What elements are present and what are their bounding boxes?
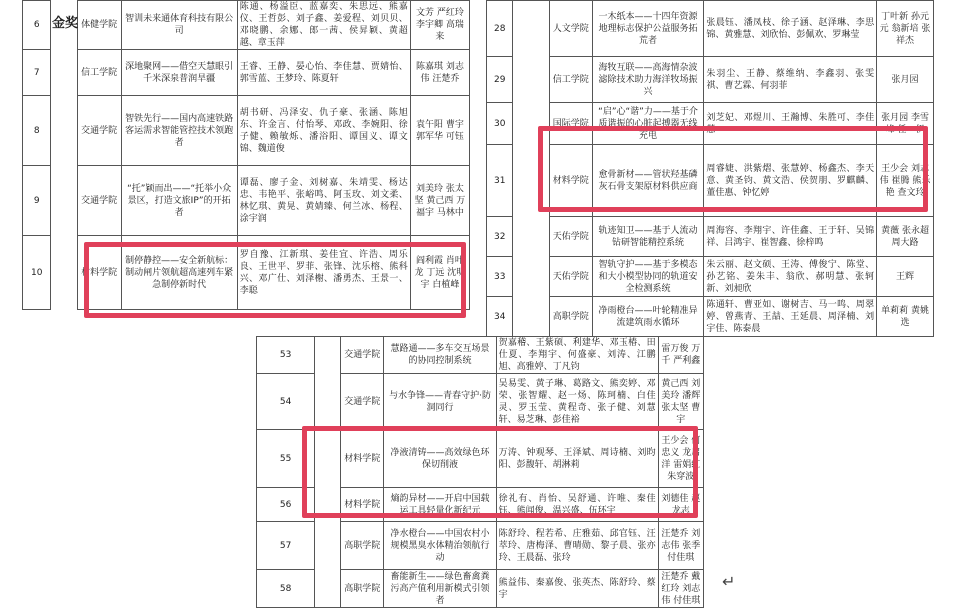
row-number: 29 (487, 57, 513, 103)
project-cell: 海牧互联——高海情杂波滤除技术助力海洋牧场振兴 (592, 57, 704, 103)
row-number: 58 (257, 570, 315, 608)
college-cell: 天佑学院 (549, 257, 592, 297)
college-cell: 高职学院 (549, 297, 592, 337)
project-cell: 畜能新生——绿色畜禽粪污高产值利用新模式引领者 (384, 570, 496, 608)
row-number: 55 (257, 430, 315, 488)
team-cell: 万涛、钟观琴、王泽斌、周诗楠、刘昀阳、彭馥轩、胡淋莉 (496, 430, 658, 488)
table-row (487, 57, 934, 103)
college-cell: 交通学院 (341, 374, 384, 430)
college-cell: 高职学院 (341, 522, 384, 570)
college-cell: 交通学院 (77, 96, 121, 166)
table-panel-right (486, 0, 934, 334)
project-cell: 智铁先行——国内高速铁路客运需求智能管控技术领跑者 (121, 96, 237, 166)
table-panel-left (22, 0, 470, 318)
row-number: 8 (23, 96, 51, 166)
team-cell: 刘芝妃、邓煜川、王瀚博、朱胜可、李佳慧 (704, 103, 877, 145)
team-cell: 周睿婕、洪紫熠、张慧婷、杨鑫杰、李天意、黄圣钧、黄文浩、侯贺朋、罗麒麟、董佳惠、钟忆婷 (704, 145, 877, 217)
project-cell: 轨迹知卫——基于人流动钻研智能精控系统 (592, 217, 704, 257)
project-cell: 智轨守护——基于多模态和大小模型协同的轨道安全检测系统 (592, 257, 704, 297)
team-cell: 朱羽尘、王静、蔡维纳、李鑫羽、张雯祺、曹艺霖、何羽菲 (704, 57, 877, 103)
leader-cell: 刘美玲 张太坚 黄己西 万福宇 马林中 (410, 166, 469, 236)
team-cell: 熊益伟、秦嘉俊、张英杰、陈舒玲、蔡宇 (496, 570, 658, 608)
table-row (23, 1, 470, 50)
leader-cell: 阎利霞 肖叶龙 丁远 沈明宇 白植峰 (410, 236, 469, 310)
row-number: 31 (487, 145, 513, 217)
project-cell: 愈骨新材——管状羟基磷灰石骨支架原材料供应商 (592, 145, 704, 217)
row-number: 53 (257, 337, 315, 374)
table-row (487, 297, 934, 337)
return-mark: ↵ (722, 572, 736, 591)
project-cell: 熵韵异材——开启中国载运工具轻量化新纪元 (384, 488, 496, 522)
table-row (23, 166, 470, 236)
project-cell: “启”心“谐”力——基于介质谐振的心脏起搏器无线充电 (592, 103, 704, 145)
project-cell: 智训未来通体育科技有限公司 (121, 1, 237, 50)
highlight-box-rows-55-56 (302, 426, 698, 518)
project-cell: 与水争锋——青春守护·防洞同行 (384, 374, 496, 430)
project-cell: 净水橙台——中国农村小规模黑臭水体精治领航行动 (384, 522, 496, 570)
team-cell: 吴易雯、黄子琳、葛路文、熊奕婷、邓荣、张智耀、赵一炀、陈珂楠、白佳灵、罗玉莹、黄程奇、张子健、刘慧轩、易芝琳、彭佳裕 (496, 374, 658, 430)
leader-cell: 张月园 李雪峰 任一伊 (877, 103, 934, 145)
project-cell: 慧路通——多车交互场景的协同控制系统 (384, 337, 496, 374)
college-cell: 材料学院 (77, 236, 121, 310)
team-cell: 胡书研、冯泽安、仇子豪、张涵、陈旭东、许金言、付怡琴、邓政、李婉阳、徐子健、赖敏烁、潘浴阳、谭国义、谭文锦、魏道俊 (237, 96, 410, 166)
table-row (487, 257, 934, 297)
college-cell: 材料学院 (549, 145, 592, 217)
award-label: 金奖 (52, 16, 79, 31)
team-cell: 陈通轩、曹亚如、谢树吉、马一鸣、周翠婷、曾燕青、王喆、王延晨、周泽楠、刘宇佳、陈泰晨 (704, 297, 877, 337)
team-cell: 贺嘉稽、王紫硕、利建华、邓玉椿、田仕夏、李翔宇、何盛豪、刘涛、江鹏旭、高雅婷、丁凡钧 (496, 337, 658, 374)
highlight-box-row-10 (84, 242, 466, 318)
leader-cell: 黄己西 刘美玲 潘辉 张太坚 曹宇 (658, 374, 703, 430)
leader-cell: 单莉莉 黄姚选 (877, 297, 934, 337)
college-cell: 天佑学院 (549, 217, 592, 257)
team-cell: 张晨钰、潘凤枝、徐子涵、赵泽琳、李思锦、黄雅慧、刘欣怡、彭佩欢、罗琳莹 (704, 1, 877, 57)
college-cell: 交通学院 (77, 166, 121, 236)
team-cell: 周海容、李翔宇、许佳鑫、王于轩、吴锦祥、吕鸿宇、崔智鑫、徐梓鸣 (704, 217, 877, 257)
row-number: 10 (23, 236, 51, 310)
row-number: 32 (487, 217, 513, 257)
project-cell: 制停静控——安全新航标：制动闸片领航超高速列车紧急制停新时代 (121, 236, 237, 310)
leader-cell: 黄薇 张永超 周大路 (877, 217, 934, 257)
college-cell: 信工学院 (77, 50, 121, 96)
leader-cell: 王少会 刘志伟 崔腾 熊乐艳 查文玲 (877, 145, 934, 217)
college-cell: 信工学院 (549, 57, 592, 103)
leader-cell: 雷万俊 万千 严利鑫 (658, 337, 703, 374)
team-cell: 王睿、王静、晏心怡、李佳慧、贾婧怡、郭雪蓝、王梦玲、陈夏轩 (237, 50, 410, 96)
leader-cell: 刘德佳 赵龙志 (658, 488, 703, 522)
project-cell: 深地聚网——借空天慧眼引千米深泉普润旱疆 (121, 50, 237, 96)
leader-cell: 汪楚乔 刘志伟 张季 付佳琪 (658, 522, 703, 570)
team-cell: 罗自豫、江新琪、姜佳宜、许浩、周乐良、王世平、罗菲、张锋、沈乐榕、熊科兴、邓广仕、刘泽榭、潘勇杰、王景一、李聪 (237, 236, 410, 310)
table-row (487, 1, 934, 57)
college-cell: 材料学院 (341, 488, 384, 522)
row-number: 33 (487, 257, 513, 297)
leader-cell: 袁午阳 曹宇 郭军华 可钰 (410, 96, 469, 166)
row-number: 30 (487, 103, 513, 145)
project-cell: “托”颖而出——“托举小众景区，打造文旅IP”的开拓者 (121, 166, 237, 236)
row-number: 9 (23, 166, 51, 236)
leader-cell: 汪楚乔 戴红玲 刘志伟 付佳琪 (658, 570, 703, 608)
team-cell: 陈舒玲、程若希、庄雅茹、邱官钰、汪萃玲、唐梅泽、曹晴勋、黎子晨、张亦玲、王晨磊、张玲 (496, 522, 658, 570)
team-cell: 陈通、杨溢臣、蓝嘉奕、朱思远、熊嘉仪、王哲彭、刘子鑫、姜爱程、刘贝贝、邓晓鹏、余娜、郎一茜、侯昇颖、黄超越、章玉萍 (237, 1, 410, 50)
row-number: 54 (257, 374, 315, 430)
project-cell: 净雨橙台——叶轮精准异流建筑雨水循环 (592, 297, 704, 337)
table-row (23, 50, 470, 96)
row-number: 28 (487, 1, 513, 57)
college-cell: 体健学院 (77, 1, 121, 50)
table-row (23, 96, 470, 166)
award-cell (51, 1, 77, 310)
project-cell: 净液清铸——高效绿色环保切削液 (384, 430, 496, 488)
leader-cell: 王辉 (877, 257, 934, 297)
college-cell: 人文学院 (549, 1, 592, 57)
row-number: 56 (257, 488, 315, 522)
college-cell: 材料学院 (341, 430, 384, 488)
table-row (257, 337, 704, 374)
row-number: 34 (487, 297, 513, 337)
project-cell: 一木纸本——十四年资源地理标志保护公益服务拓荒者 (592, 1, 704, 57)
row-number: 7 (23, 50, 51, 96)
leader-cell: 文芳 严红玲 李宇卿 高瑞来 (410, 1, 469, 50)
college-cell: 高职学院 (341, 570, 384, 608)
leader-cell: 丁叶新 孙元元 翁新培 张祥杰 (877, 1, 934, 57)
leader-cell: 陈嘉琪 刘志伟 汪楚乔 (410, 50, 469, 96)
leader-cell: 王少会 何忠义 龙启洋 雷娟红 朱穿波 (658, 430, 703, 488)
row-number: 57 (257, 522, 315, 570)
team-cell: 谭磊、廖子金、刘树嘉、朱靖雯、杨达忠、韦艳平、张峪鸣、阿玉玫、刘文柔、林忆琪、黄晃、黄婧臻、何兰冰、杨程、涂宇润 (237, 166, 410, 236)
team-cell: 徐礼有、肖怡、吴舒通、许唯、秦佳钰、熊闻俊、温兴盛、伍环宇 (496, 488, 658, 522)
row-number: 6 (23, 1, 51, 50)
college-cell: 交通学院 (341, 337, 384, 374)
team-cell: 朱云丽、赵文硕、王涛、傅俊宁、陈堂、孙艺铭、姜朱丰、翁欣、郝明慧、张轲新、刘昶欣 (704, 257, 877, 297)
table-panel-bottom (256, 336, 704, 606)
highlight-box-row-31 (538, 126, 928, 212)
table-row (487, 217, 934, 257)
college-cell: 国际学院 (549, 103, 592, 145)
leader-cell: 张月园 (877, 57, 934, 103)
